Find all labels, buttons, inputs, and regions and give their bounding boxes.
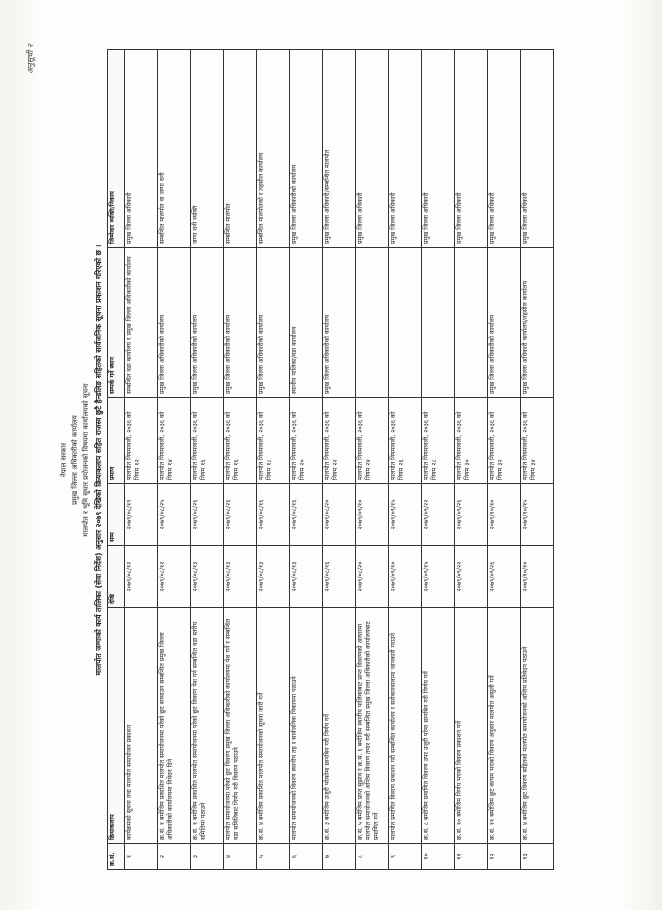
row-responsible: प्रमुख जिल्ला अधिकारी <box>356 50 389 248</box>
row-evidence: मालपोत नियमावली, २०३६ को नियम १२ <box>125 398 158 484</box>
row-evidence: मालपोत नियमावली, २०३६ को नियम १६ <box>224 398 257 484</box>
row-activity: क्र.सं. ५ बमोजिम प्राप्त सुझाव र क्र.सं. ६ बमोजिम स्थानीय पालिकाबाट प्राप्त विवरणको आधारमा मालपोत समायोजनको अन्तिम विवरण तयार गरी सम्बन्धित प्रमुख जिल्ला अधिकारीको कार्यालयबाट प्रमाणित गर्ने <box>356 608 389 844</box>
row-responsible: सम्बन्धित मालपोत <box>224 50 257 248</box>
document-header <box>59 50 104 870</box>
row-activity: क्र.सं. ४ बमोजिम प्रकाशित मालपोत समायोजनको सूचना जारी गर्ने <box>257 608 290 844</box>
rotated-document-sheet <box>26 44 619 870</box>
row-from: २०७९/०९/२२ <box>455 546 488 608</box>
row-no: १३ <box>521 844 554 870</box>
row-no: ९ <box>389 844 422 870</box>
row-contact: सम्बन्धित वडा कार्यालय र प्रमुख जिल्ला अधिकारीको कार्यालय <box>125 248 158 398</box>
row-responsible: प्रमुख जिल्ला अधिकारीको कार्यालय <box>290 50 323 248</box>
row-evidence: मालपोत नियमावली, २०३६ को नियम ३४ <box>521 398 554 484</box>
row-activity: क्र.सं. ४ बमोजिम छुट विवरण सहितको मालपोत समायोजनको अन्तिम प्रतिवेदन पठाउने <box>521 608 554 844</box>
row-evidence: मालपोत नियमावली, २०३६ को नियम ३२ <box>488 398 521 484</box>
header-line-2: प्रमुख जिल्ला अधिकारीको कार्यालय <box>71 415 79 505</box>
table-row <box>389 50 422 870</box>
document-title: मालपोत जग्गाको कार्य तालिका (सेवा निर्देश) अनुसार २०७९ देखिको क्रियाकलाप सहित राजस्व छुटै हैन्डलिङ सहितको सार्वजनिक सूचना प्रकाशन गरिएको छ । <box>94 244 103 676</box>
row-from: २०७९/०९/२६ <box>488 546 521 608</box>
row-responsible: प्रमुख जिल्ला अधिकारी <box>422 50 455 248</box>
table-row <box>323 50 356 870</box>
table-row <box>455 50 488 870</box>
row-responsible: प्रमुख जिल्ला अधिकारी <box>488 50 521 248</box>
row-no: ८ <box>356 844 389 870</box>
table-row <box>521 50 554 870</box>
row-evidence: मालपोत नियमावली, २०३६ को नियम १४ <box>158 398 191 484</box>
row-to: २०७९/०९/१५ <box>389 484 422 546</box>
row-activity: कार्यक्रमको सूचना तथा मालपोत समायोजन प्रकाशन <box>125 608 158 844</box>
table-row <box>290 50 323 870</box>
row-evidence: मालपोत नियमावली, २०३६ को नियम ३० <box>455 398 488 484</box>
row-responsible: प्रमुख जिल्ला अधिकारी <box>521 50 554 248</box>
row-from: २०७९/०८/१२ <box>125 546 158 608</box>
row-activity: क्र.सं. १ बमोजिम प्रकाशित मालपोत समायोजनमा परेको छुट विवरण पेश गर्न सम्बन्धित वडा स्तरीय समितिमा पठाउने <box>191 608 224 844</box>
row-no: ४ <box>224 844 257 870</box>
row-activity: क्र.सं. १ बमोजिम प्रकाशित मालपोत समायोजनमा परेको छुट सच्याउन सम्बन्धित प्रमुख जिल्ला अधिकारीको कार्यालयमा निवेदन दिने <box>158 608 191 844</box>
header-line-1: नेपाल सरकार <box>60 442 68 478</box>
row-from: २०७९/०८/२० <box>356 546 389 608</box>
table-row <box>158 50 191 870</box>
row-activity: मालपोत प्रमाणित विवरण प्रकाशन गरी सम्बन्धित कार्यालय र सरोकारवालामा जानकारी गराउने <box>389 608 422 844</box>
row-contact: प्रमुख जिल्ला अधिकारीको कार्यालय <box>191 248 224 398</box>
row-responsible: सम्बन्धित मालपोत वा जग्गा धनी <box>158 50 191 248</box>
row-no: ३ <box>191 844 224 870</box>
row-contact: प्रमुख जिल्ला अधिकारीको कार्यालय <box>488 248 521 398</box>
col-header-to: सम्म <box>108 484 125 546</box>
col-header-evidence: प्रमाण <box>108 398 125 484</box>
row-contact <box>455 248 488 398</box>
row-from: २०७९/०८/१३ <box>191 546 224 608</box>
table-header-row <box>108 50 125 870</box>
row-responsible: प्रमुख जिल्ला अधिकारी <box>389 50 422 248</box>
row-from: २०७९/१०/१० <box>521 546 554 608</box>
page-mark: अनुसूची २ <box>26 44 35 74</box>
col-header-no: क्र.सं. <box>108 844 125 870</box>
col-header-responsible: जिम्मेवार व्यक्ति/निकाय <box>108 50 125 248</box>
row-no: ११ <box>455 844 488 870</box>
row-from: २०७९/०८/१३ <box>224 546 257 608</box>
table-row <box>422 50 455 870</box>
row-contact <box>389 248 422 398</box>
row-activity: क्र.सं. ११ बमोजिम छुट कायम भएको विवरण अनुसार मालपोत असुली गर्ने <box>488 608 521 844</box>
row-contact: स्थानीय पालिका/वडा कार्यालय <box>290 248 323 398</box>
row-to: २०७९/०८/१९ <box>125 484 158 546</box>
col-header-activity: क्रियाकलाप <box>108 608 125 844</box>
row-contact: प्रमुख जिल्ला अधिकारीको कार्यालय <box>323 248 356 398</box>
table-row <box>257 50 290 870</box>
row-contact: प्रमुख जिल्ला अधिकारीको कार्यालय <box>224 248 257 398</box>
col-header-contact: सम्पर्क गर्ने स्थान <box>108 248 125 398</box>
row-evidence: मालपोत नियमावली, २०३६ को नियम २२ <box>323 398 356 484</box>
row-responsible: प्रमुख जिल्ला अधिकारी/सम्बन्धित मालपोत <box>323 50 356 248</box>
row-to: २०७९/०९/१० <box>356 484 389 546</box>
row-from: २०७९/०८/१३ <box>257 546 290 608</box>
row-to: २०७९/०८/१६ <box>257 484 290 546</box>
row-from: २०७९/०८/१३ <box>290 546 323 608</box>
row-to: २०७९/०८/२५ <box>158 484 191 546</box>
row-no: १ <box>125 844 158 870</box>
col-header-from: देखि <box>108 546 125 608</box>
row-no: १२ <box>488 844 521 870</box>
row-evidence: मालपोत नियमावली, २०३६ को नियम २० <box>290 398 323 484</box>
row-activity: क्र.सं. ३ बमोजिम उजुरी परेकोमा छानबिन गरी निर्णय गर्ने <box>323 608 356 844</box>
row-from: २०७९/०९/१० <box>389 546 422 608</box>
row-from: २०७९/०९/१५ <box>422 546 455 608</box>
row-from: २०७९/०८/१६ <box>323 546 356 608</box>
table-row <box>224 50 257 870</box>
row-to: २०७९/०९/२६ <box>455 484 488 546</box>
row-to: २०७९/१०/१० <box>488 484 521 546</box>
row-responsible: प्रमुख जिल्ला अधिकारी <box>125 50 158 248</box>
row-evidence: मालपोत नियमावली, २०३६ को नियम २६ <box>389 398 422 484</box>
row-evidence: मालपोत नियमावली, २०३६ को नियम २४ <box>356 398 389 484</box>
row-to: २०७९/०९/२२ <box>422 484 455 546</box>
row-to: २०७९/०८/२६ <box>224 484 257 546</box>
row-evidence: मालपोत नियमावली, २०३६ को नियम १८ <box>257 398 290 484</box>
row-contact <box>422 248 455 398</box>
row-no: १० <box>422 844 455 870</box>
row-responsible: सम्बन्धित मालपोतको र तहसील कार्यालय <box>257 50 290 248</box>
row-to: २०७९/०८/२६ <box>191 484 224 546</box>
table-row <box>356 50 389 870</box>
row-responsible: जग्गा धनी व्यक्ति <box>191 50 224 248</box>
row-evidence: मालपोत नियमावली, २०३६ को नियम २८ <box>422 398 455 484</box>
table-row <box>488 50 521 870</box>
schedule-table <box>107 49 554 870</box>
row-activity: क्र.सं. ८ बमोजिम प्रमाणित विवरण उपर उजुरी परेमा छानबिन गरी निर्णय गर्ने <box>422 608 455 844</box>
row-evidence: मालपोत नियमावली, २०३६ को नियम १६ <box>191 398 224 484</box>
row-no: ६ <box>290 844 323 870</box>
row-to: २०७९/०८/२० <box>323 484 356 546</box>
row-responsible: प्रमुख जिल्ला अधिकारी <box>455 50 488 248</box>
row-no: ५ <box>257 844 290 870</box>
table-row <box>191 50 224 870</box>
row-contact: प्रमुख जिल्ला अधिकारीको कार्यालय <box>158 248 191 398</box>
row-activity: मालपोत समायोजनको विवरण स्थानीय तह र सार्वजनिक निकायमा पठाउने <box>290 608 323 844</box>
header-line-3: मालपोत र भूमि सुधार प्रयोजनको विषयमा कार्यालयको सूचना <box>82 383 90 537</box>
row-to: २०७९/०८/१६ <box>290 484 323 546</box>
row-to: २०७९/१०/१५ <box>521 484 554 546</box>
row-contact <box>356 248 389 398</box>
row-activity: मालपोत समायोजनमा परेको छुट विवरण प्रमुख जिल्ला अधिकारीको कार्यालयमा पेश गर्ने र सम्बन्धित वडा समितिबाट निर्णय गरी विवरण पठाउने <box>224 608 257 844</box>
row-contact: प्रमुख जिल्ला अधिकारी कार्यालय/तहसील कार्यालय <box>521 248 554 398</box>
row-activity: क्र.सं. १० बमोजिम निर्णय भएको विवरण प्रकाशन गर्ने <box>455 608 488 844</box>
row-contact: प्रमुख जिल्ला अधिकारीको कार्यालय <box>257 248 290 398</box>
row-from: २०७९/०८/१२ <box>158 546 191 608</box>
row-no: २ <box>158 844 191 870</box>
row-no: ७ <box>323 844 356 870</box>
table-row <box>125 50 158 870</box>
